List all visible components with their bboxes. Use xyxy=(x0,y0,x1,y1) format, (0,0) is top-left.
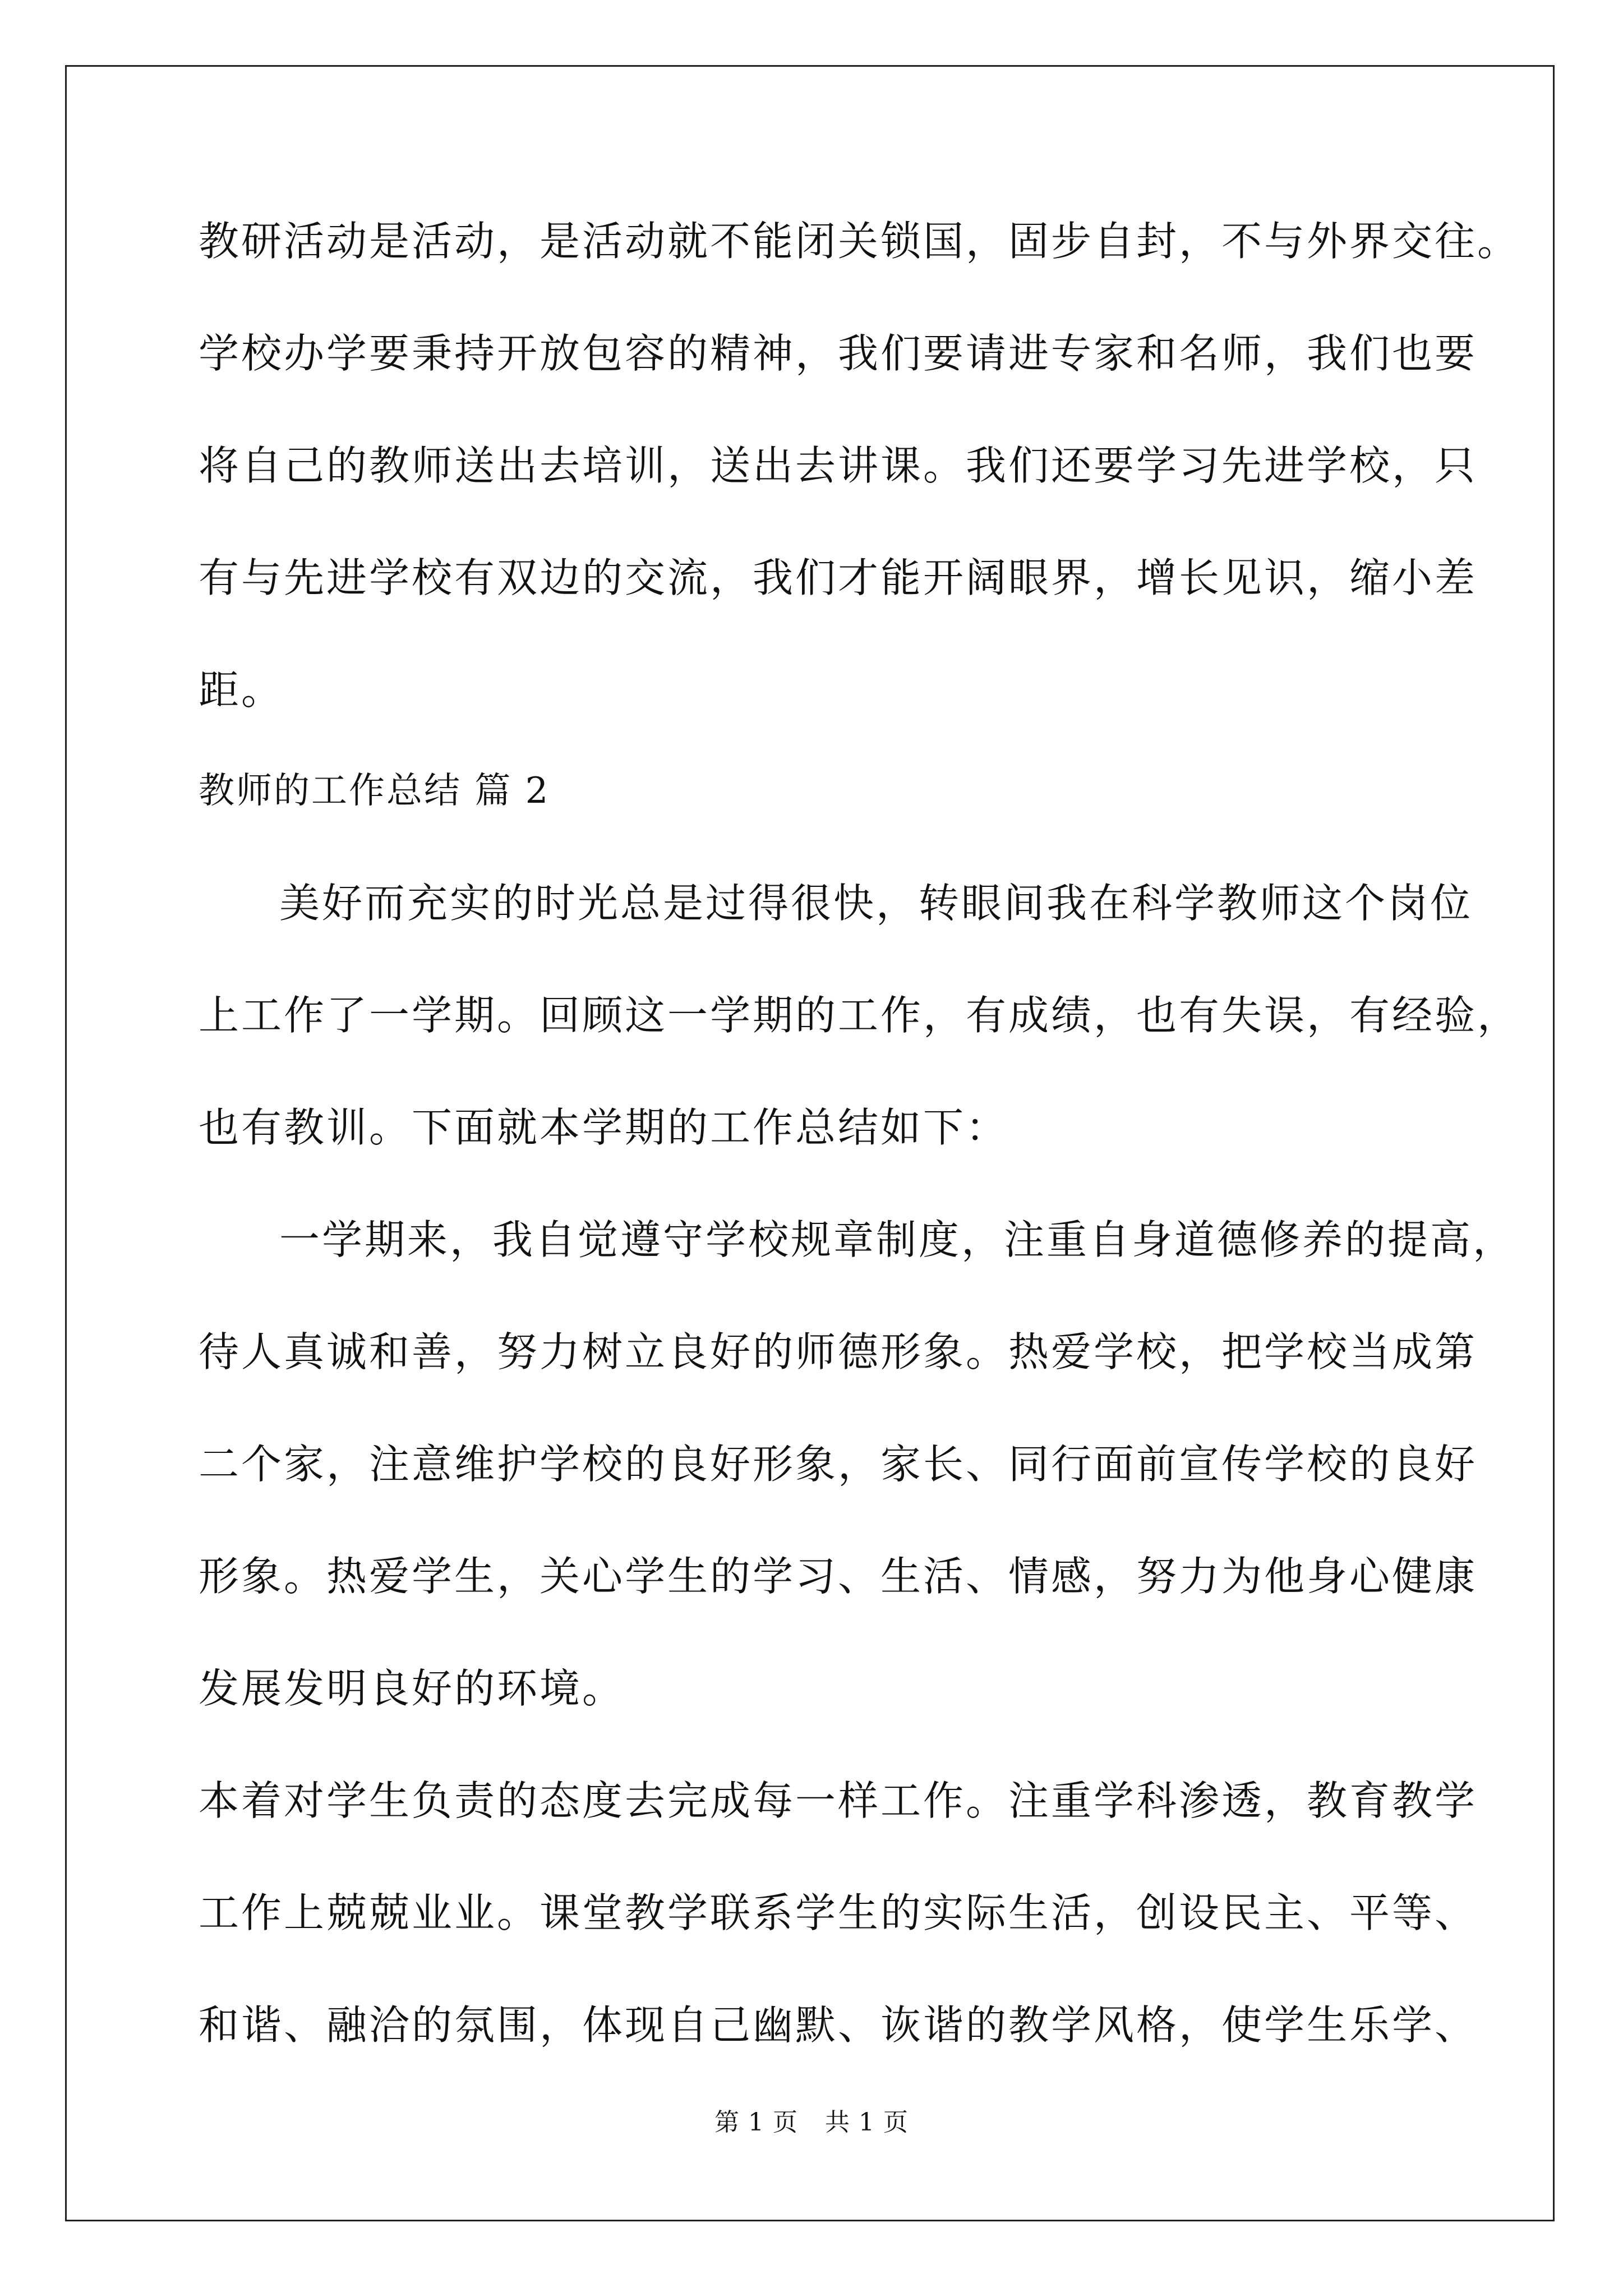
page-number: 第 1 页 xyxy=(714,2108,798,2137)
text-line: 和谐、融洽的氛围，体现自己幽默、诙谐的教学风格，使学生乐学、 xyxy=(199,2001,1478,2049)
text-line: 学校办学要秉持开放包容的精神，我们要请进专家和名师，我们也要 xyxy=(199,330,1478,377)
text-line: 教研活动是活动，是活动就不能闭关锁国，固步自封，不与外界交往。 xyxy=(199,218,1520,265)
text-line: 本着对学生负责的态度去完成每一样工作。注重学科渗透，教育教学 xyxy=(199,1777,1478,1824)
text-line: 形象。热爱学生，关心学生的学习、生活、情感，努力为他身心健康 xyxy=(199,1553,1478,1600)
text-line: 工作上兢兢业业。课堂教学联系学生的实际生活，创设民主、平等、 xyxy=(199,1889,1478,1936)
text-line: 有与先进学校有双边的交流，我们才能开阔眼界，增长见识，缩小差 xyxy=(199,554,1478,601)
text-line: 美好而充实的时光总是过得很快，转眼间我在科学教师这个岗位 xyxy=(279,880,1473,927)
page-total: 共 1 页 xyxy=(825,2108,909,2137)
text-line: 距。 xyxy=(199,666,284,714)
text-line: 发展发明良好的环境。 xyxy=(199,1665,625,1712)
text-line: 一学期来，我自觉遵守学校规章制度，注重自身道德修养的提高， xyxy=(279,1216,1516,1263)
text-line: 也有教训。下面就本学期的工作总结如下： xyxy=(199,1104,1009,1151)
page-footer xyxy=(0,2106,1623,2139)
section-heading: 教师的工作总结 篇 2 xyxy=(199,770,550,812)
text-line: 待人真诚和善，努力树立良好的师德形象。热爱学校，把学校当成第 xyxy=(199,1328,1478,1375)
text-line: 二个家，注意维护学校的良好形象，家长、同行面前宣传学校的良好 xyxy=(199,1441,1478,1488)
text-line: 上工作了一学期。回顾这一学期的工作，有成绩，也有失误，有经验， xyxy=(199,992,1520,1039)
text-line: 将自己的教师送出去培训，送出去讲课。我们还要学习先进学校，只 xyxy=(199,442,1478,489)
